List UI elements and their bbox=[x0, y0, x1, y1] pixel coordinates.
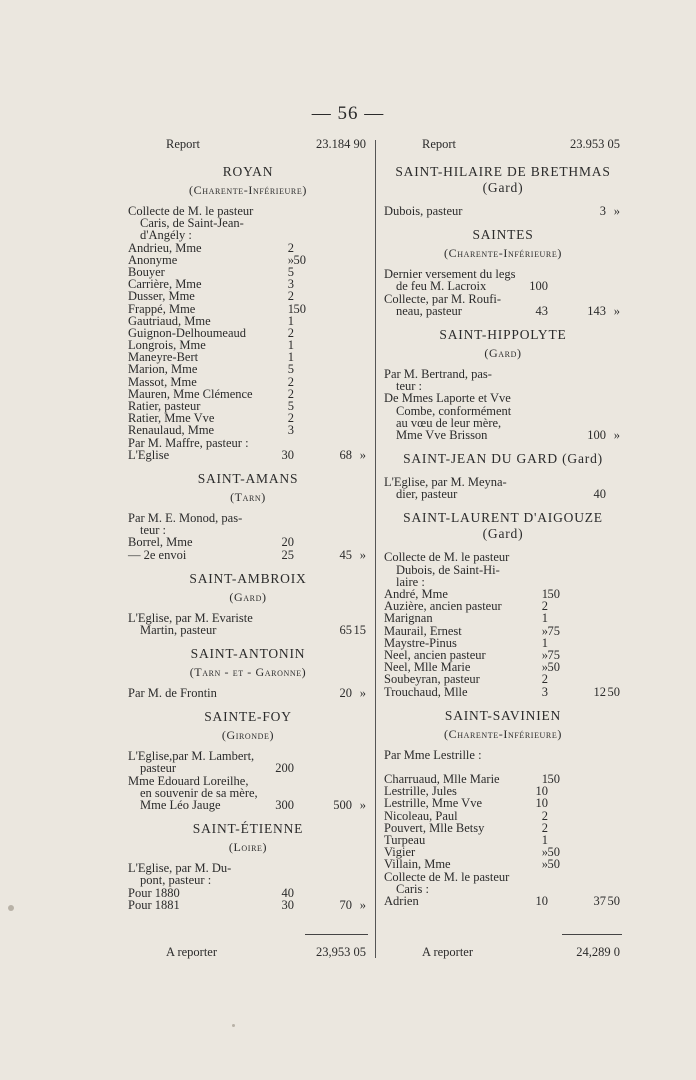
entry-name: Frappé, Mme bbox=[128, 301, 196, 316]
entry-name: Bouyer bbox=[128, 264, 165, 279]
left-report-total: 23.184 90 bbox=[316, 137, 366, 151]
ledger-entry bbox=[128, 376, 368, 388]
entry-name: au vœu de leur mère, bbox=[396, 415, 502, 430]
ledger-entry bbox=[384, 797, 622, 809]
entry-name: Dubois, de Saint-Hi- bbox=[396, 562, 500, 577]
subtotal-cents: » bbox=[359, 447, 366, 462]
entry-amount: 100 bbox=[529, 279, 548, 294]
entry-amount: 43 bbox=[535, 303, 548, 318]
entry-amount: 2 bbox=[287, 374, 294, 389]
entry-amount: 1 bbox=[541, 587, 548, 601]
entry-name: Lestrille, Jules bbox=[384, 784, 457, 799]
section-city-heading: SAINT-HIPPOLYTE bbox=[439, 326, 567, 342]
entry-name: Pour 1880 bbox=[128, 885, 180, 900]
entry-name: L'Eglise, par M. Meyna- bbox=[384, 475, 507, 490]
entry-name: Dubois, pasteur bbox=[384, 204, 463, 218]
section-department: (Gard) bbox=[229, 589, 267, 604]
ledger-entry bbox=[384, 551, 622, 563]
entry-cents: 75 bbox=[547, 647, 560, 662]
entry-name: Ratier, Mme Vve bbox=[128, 411, 215, 426]
entry-name: Martin, pasteur bbox=[140, 622, 217, 637]
left-report-label: Report bbox=[166, 137, 201, 151]
entry-name: Maneyre-Bert bbox=[128, 350, 199, 365]
entry-amount: » bbox=[541, 857, 548, 872]
subtotal-amount: 40 bbox=[593, 487, 606, 502]
entry-name: Charruaud, Mlle Marie bbox=[384, 772, 500, 787]
section-city-heading: SAINT-HILAIRE DE BRETHMAS (Gard) bbox=[395, 164, 611, 195]
section-city-heading: SAINT-AMANS bbox=[197, 470, 299, 486]
subtotal-cents: » bbox=[359, 686, 366, 701]
ledger-entry bbox=[128, 449, 368, 461]
ledger-entry bbox=[128, 874, 368, 886]
left-column bbox=[128, 138, 368, 911]
entry-name: d'Angély : bbox=[140, 228, 192, 243]
entry-amount: » bbox=[541, 647, 548, 662]
entry-name: en souvenir de sa mère, bbox=[140, 785, 258, 800]
subtotal-amount: 70 bbox=[339, 897, 352, 912]
entry-amount: 2 bbox=[287, 325, 294, 340]
entry-cents: 50 bbox=[547, 587, 560, 601]
entry-amount: 300 bbox=[275, 798, 294, 812]
entry-cents: 50 bbox=[547, 660, 560, 675]
ledger-entry bbox=[384, 625, 622, 637]
entry-name: Adrien bbox=[384, 893, 419, 908]
right-total-rule bbox=[562, 934, 622, 935]
subtotal-amount: 65 bbox=[339, 622, 352, 637]
entry-name: Carrière, Mme bbox=[128, 277, 202, 292]
section-city-heading: SAINT-ÉTIENNE bbox=[192, 821, 304, 837]
ledger-entry bbox=[128, 242, 368, 254]
entry-name: teur : bbox=[140, 523, 167, 538]
ledger-entry bbox=[384, 305, 622, 317]
entry-amount: 1 bbox=[541, 772, 548, 787]
entry-name: Mme Edouard Loreilhe, bbox=[128, 773, 249, 788]
section-city-heading: SAINTES bbox=[472, 227, 534, 243]
left-sections bbox=[128, 164, 368, 911]
ledger-entry bbox=[128, 549, 368, 561]
right-footer-label: A reporter bbox=[422, 945, 474, 959]
entry-cents: 75 bbox=[547, 623, 560, 638]
entry-name: Borrel, Mme bbox=[128, 535, 193, 550]
section-department: (Tarn - et - Garonne) bbox=[189, 665, 307, 680]
left-total-rule bbox=[305, 934, 368, 935]
ledger-entry bbox=[128, 363, 368, 375]
subtotal-cents: 50 bbox=[607, 684, 620, 699]
entry-name: Longrois, Mme bbox=[128, 338, 206, 353]
entry-name: Pouvert, Mlle Betsy bbox=[384, 820, 485, 835]
entry-name: dier, pasteur bbox=[396, 487, 458, 502]
entry-name: Nicoleau, Paul bbox=[384, 808, 458, 823]
section-city-heading: SAINT-SAVINIEN bbox=[444, 707, 562, 723]
entry-amount: 25 bbox=[281, 547, 294, 562]
ledger-entry bbox=[384, 488, 622, 500]
ledger-entry bbox=[384, 749, 622, 761]
column-divider bbox=[375, 140, 376, 958]
entry-amount: 1 bbox=[541, 635, 548, 650]
entry-cents: 50 bbox=[547, 772, 560, 787]
entry-name: Trouchaud, Mlle bbox=[384, 684, 468, 699]
entry-name: Mme Léo Jauge bbox=[140, 798, 221, 812]
subtotal-amount: 3 bbox=[599, 204, 606, 218]
entry-name: André, Mme bbox=[384, 587, 448, 601]
ledger-entry bbox=[384, 686, 622, 698]
entry-name: Marion, Mme bbox=[128, 362, 198, 377]
subtotal-cents: » bbox=[613, 204, 620, 218]
entry-amount: 1 bbox=[287, 350, 294, 365]
ledger-entry bbox=[384, 871, 622, 883]
entry-name: Ratier, pasteur bbox=[128, 399, 201, 413]
entry-name: Collecte de M. le pasteur bbox=[128, 204, 254, 218]
entry-name: Mme Vve Brisson bbox=[396, 427, 488, 442]
subtotal-cents: » bbox=[613, 303, 620, 318]
entry-name: neau, pasteur bbox=[396, 303, 462, 318]
entry-name: Turpeau bbox=[384, 833, 426, 847]
ledger-entry bbox=[128, 799, 368, 811]
entry-amount: » bbox=[541, 660, 548, 675]
entry-name: Neel, Mlle Marie bbox=[384, 660, 471, 675]
entry-amount: 30 bbox=[281, 897, 294, 912]
ledger-entry bbox=[128, 887, 368, 899]
entry-name: Par M. Bertrand, pas- bbox=[384, 366, 492, 381]
section-department: (Charente-Inférieure) bbox=[444, 246, 562, 261]
ledger-entry bbox=[384, 895, 622, 907]
ledger-entry bbox=[384, 392, 622, 404]
entry-name: Collecte, par M. Roufi- bbox=[384, 291, 501, 306]
entry-amount: 2 bbox=[541, 599, 548, 614]
ledger-entry bbox=[384, 280, 622, 292]
entry-amount: 2 bbox=[287, 240, 294, 255]
ledger-entry bbox=[384, 293, 622, 305]
entry-name: Auzière, ancien pasteur bbox=[384, 599, 502, 614]
ledger-entry bbox=[128, 687, 368, 699]
entry-cents: 50 bbox=[547, 857, 560, 872]
entry-name: Caris, de Saint-Jean- bbox=[140, 216, 244, 231]
subtotal-amount: 20 bbox=[339, 686, 352, 701]
page-number: — 56 — bbox=[311, 103, 385, 124]
entry-name: Par M. de Frontin bbox=[128, 686, 217, 701]
ledger-entry bbox=[384, 205, 622, 217]
ledger-entry bbox=[128, 624, 368, 636]
entry-amount: 2 bbox=[287, 386, 294, 401]
subtotal-amount: 37 bbox=[593, 893, 606, 908]
ledger-entry bbox=[384, 405, 622, 417]
entry-name: Pour 1881 bbox=[128, 897, 180, 912]
entry-name: L'Eglise,par M. Lambert, bbox=[128, 749, 255, 764]
entry-amount: 3 bbox=[287, 277, 294, 292]
entry-name: Combe, conformément bbox=[396, 403, 512, 418]
entry-cents: 50 bbox=[293, 252, 306, 267]
entry-amount: 1 bbox=[287, 301, 294, 316]
entry-amount: 5 bbox=[287, 399, 294, 413]
entry-name: Anonyme bbox=[128, 252, 178, 267]
entry-name: Renaulaud, Mme bbox=[128, 423, 215, 438]
ledger-entry bbox=[384, 564, 622, 576]
subtotal-amount: 500 bbox=[333, 798, 352, 812]
entry-amount: 2 bbox=[287, 289, 294, 304]
entry-amount: 30 bbox=[281, 447, 294, 462]
entry-name: L'Eglise, par M. Evariste bbox=[128, 610, 253, 625]
ledger-entry bbox=[384, 858, 622, 870]
entry-name: Massot, Mme bbox=[128, 374, 197, 389]
section-city-heading: SAINT-JEAN DU GARD (Gard) bbox=[403, 451, 603, 467]
subtotal-amount: 100 bbox=[587, 427, 606, 442]
entry-name: Par Mme Lestrille : bbox=[384, 747, 482, 762]
entry-name: Lestrille, Mme Vve bbox=[384, 796, 483, 811]
entry-amount: 5 bbox=[287, 362, 294, 377]
entry-name: Dusser, Mme bbox=[128, 289, 195, 304]
entry-amount: 1 bbox=[287, 338, 294, 353]
left-footer-total: 23,953 05 bbox=[316, 945, 366, 959]
paper-spot bbox=[8, 905, 14, 911]
section-department: (Charente-Inférieure) bbox=[444, 726, 562, 741]
entry-name: pasteur bbox=[140, 761, 177, 776]
subtotal-amount: 143 bbox=[587, 303, 606, 318]
section-department: (Loire) bbox=[228, 840, 268, 855]
left-report-row bbox=[128, 138, 368, 154]
entry-cents: 50 bbox=[293, 301, 306, 316]
entry-amount: 40 bbox=[281, 885, 294, 900]
right-report-row bbox=[384, 138, 622, 154]
entry-amount: » bbox=[541, 623, 548, 638]
ledger-entry bbox=[384, 883, 622, 895]
entry-name: teur : bbox=[396, 379, 423, 394]
entry-name: de feu M. Lacroix bbox=[396, 279, 487, 294]
entry-name: Vigier bbox=[384, 845, 416, 860]
entry-amount: 1 bbox=[541, 833, 548, 847]
entry-amount: 5 bbox=[287, 264, 294, 279]
entry-cents: 50 bbox=[547, 845, 560, 860]
entry-name: Mauren, Mme Clémence bbox=[128, 386, 253, 401]
section-city-heading: SAINT-LAURENT D'AIGOUZE (Gard) bbox=[403, 510, 603, 542]
ledger-entry bbox=[128, 899, 368, 911]
paper-spot bbox=[232, 1024, 235, 1027]
entry-name: Caris : bbox=[396, 881, 429, 896]
entry-amount: 2 bbox=[541, 672, 548, 687]
entry-amount: 3 bbox=[287, 423, 294, 438]
ledger-entry bbox=[128, 536, 368, 548]
entry-name: Collecte de M. le pasteur bbox=[384, 869, 510, 884]
entry-name: Collecte de M. le pasteur bbox=[384, 550, 510, 565]
entry-name: Soubeyran, pasteur bbox=[384, 672, 480, 687]
entry-amount: 200 bbox=[275, 761, 294, 776]
ledger-entry bbox=[128, 290, 368, 302]
section-department: (Tarn) bbox=[230, 489, 266, 504]
subtotal-cents: 50 bbox=[607, 893, 620, 908]
entry-name: Par M. E. Monod, pas- bbox=[128, 510, 243, 525]
right-report-label: Report bbox=[422, 137, 457, 151]
entry-name: De Mmes Laporte et Vve bbox=[384, 391, 511, 406]
right-footer-total: 24,289 0 bbox=[576, 945, 620, 959]
entry-name: Villain, Mme bbox=[384, 857, 451, 872]
ledger-entry bbox=[384, 429, 622, 441]
section-city-heading: SAINT-AMBROIX bbox=[189, 570, 307, 586]
ledger-entry bbox=[384, 810, 622, 822]
section-department: (Gironde) bbox=[221, 728, 275, 743]
section-city-heading: ROYAN bbox=[222, 164, 274, 179]
subtotal-cents: » bbox=[613, 427, 620, 442]
entry-amount: 10 bbox=[535, 893, 548, 908]
right-column bbox=[384, 138, 622, 907]
subtotal-amount: 68 bbox=[339, 447, 352, 462]
entry-amount: 1 bbox=[541, 611, 548, 626]
entry-name: Dernier versement du legs bbox=[384, 267, 516, 282]
right-report-total: 23.953 05 bbox=[570, 137, 620, 151]
entry-name: pont, pasteur : bbox=[140, 873, 212, 888]
left-footer-label: A reporter bbox=[166, 945, 218, 959]
subtotal-cents: » bbox=[359, 798, 366, 812]
entry-name: Par M. Maffre, pasteur : bbox=[128, 435, 249, 450]
subtotal-amount: 12 bbox=[593, 684, 606, 699]
entry-amount: » bbox=[541, 845, 548, 860]
entry-amount: 10 bbox=[535, 784, 548, 799]
entry-name: Marignan bbox=[384, 611, 433, 626]
section-department: (Gard) bbox=[484, 345, 522, 360]
entry-amount: 1 bbox=[287, 313, 294, 328]
ledger-entry bbox=[128, 303, 368, 315]
entry-amount: 2 bbox=[541, 820, 548, 835]
entry-name: Neel, ancien pasteur bbox=[384, 647, 486, 662]
entry-name: Guignon-Delhoumeaud bbox=[128, 325, 247, 340]
right-sections bbox=[384, 164, 622, 907]
ledger-entry bbox=[384, 612, 622, 624]
entry-name: L'Eglise bbox=[128, 447, 170, 462]
ledger-entry bbox=[128, 229, 368, 241]
ledger-entry bbox=[128, 424, 368, 436]
entry-amount: 10 bbox=[535, 796, 548, 811]
entry-name: — 2e envoi bbox=[128, 547, 187, 562]
entry-amount: 3 bbox=[541, 684, 548, 699]
section-city-heading: SAINTE-FOY bbox=[204, 709, 292, 725]
entry-name: Maystre-Pinus bbox=[384, 635, 457, 650]
subtotal-amount: 45 bbox=[339, 547, 352, 562]
subtotal-cents: » bbox=[359, 897, 366, 912]
entry-name: L'Eglise, par M. Du- bbox=[128, 861, 232, 876]
entry-name: Gautriaud, Mme bbox=[128, 313, 211, 328]
ledger-entry bbox=[128, 762, 368, 774]
entry-amount: 2 bbox=[287, 411, 294, 426]
entry-name: Andrieu, Mme bbox=[128, 240, 202, 255]
subtotal-cents: 15 bbox=[353, 622, 366, 637]
ledger-entry bbox=[384, 673, 622, 685]
entry-amount: » bbox=[287, 252, 294, 267]
ledger-entry bbox=[128, 775, 368, 787]
ledger-entry bbox=[384, 834, 622, 846]
subtotal-cents: » bbox=[359, 547, 366, 562]
entry-amount: 2 bbox=[541, 808, 548, 823]
entry-name: laire : bbox=[396, 574, 425, 589]
entry-amount: 20 bbox=[281, 535, 294, 550]
ledger-entry bbox=[128, 437, 368, 449]
section-city-heading: SAINT-ANTONIN bbox=[190, 646, 306, 662]
entry-name: Maurail, Ernest bbox=[384, 623, 462, 638]
section-department: (Charente-Inférieure) bbox=[189, 183, 307, 197]
